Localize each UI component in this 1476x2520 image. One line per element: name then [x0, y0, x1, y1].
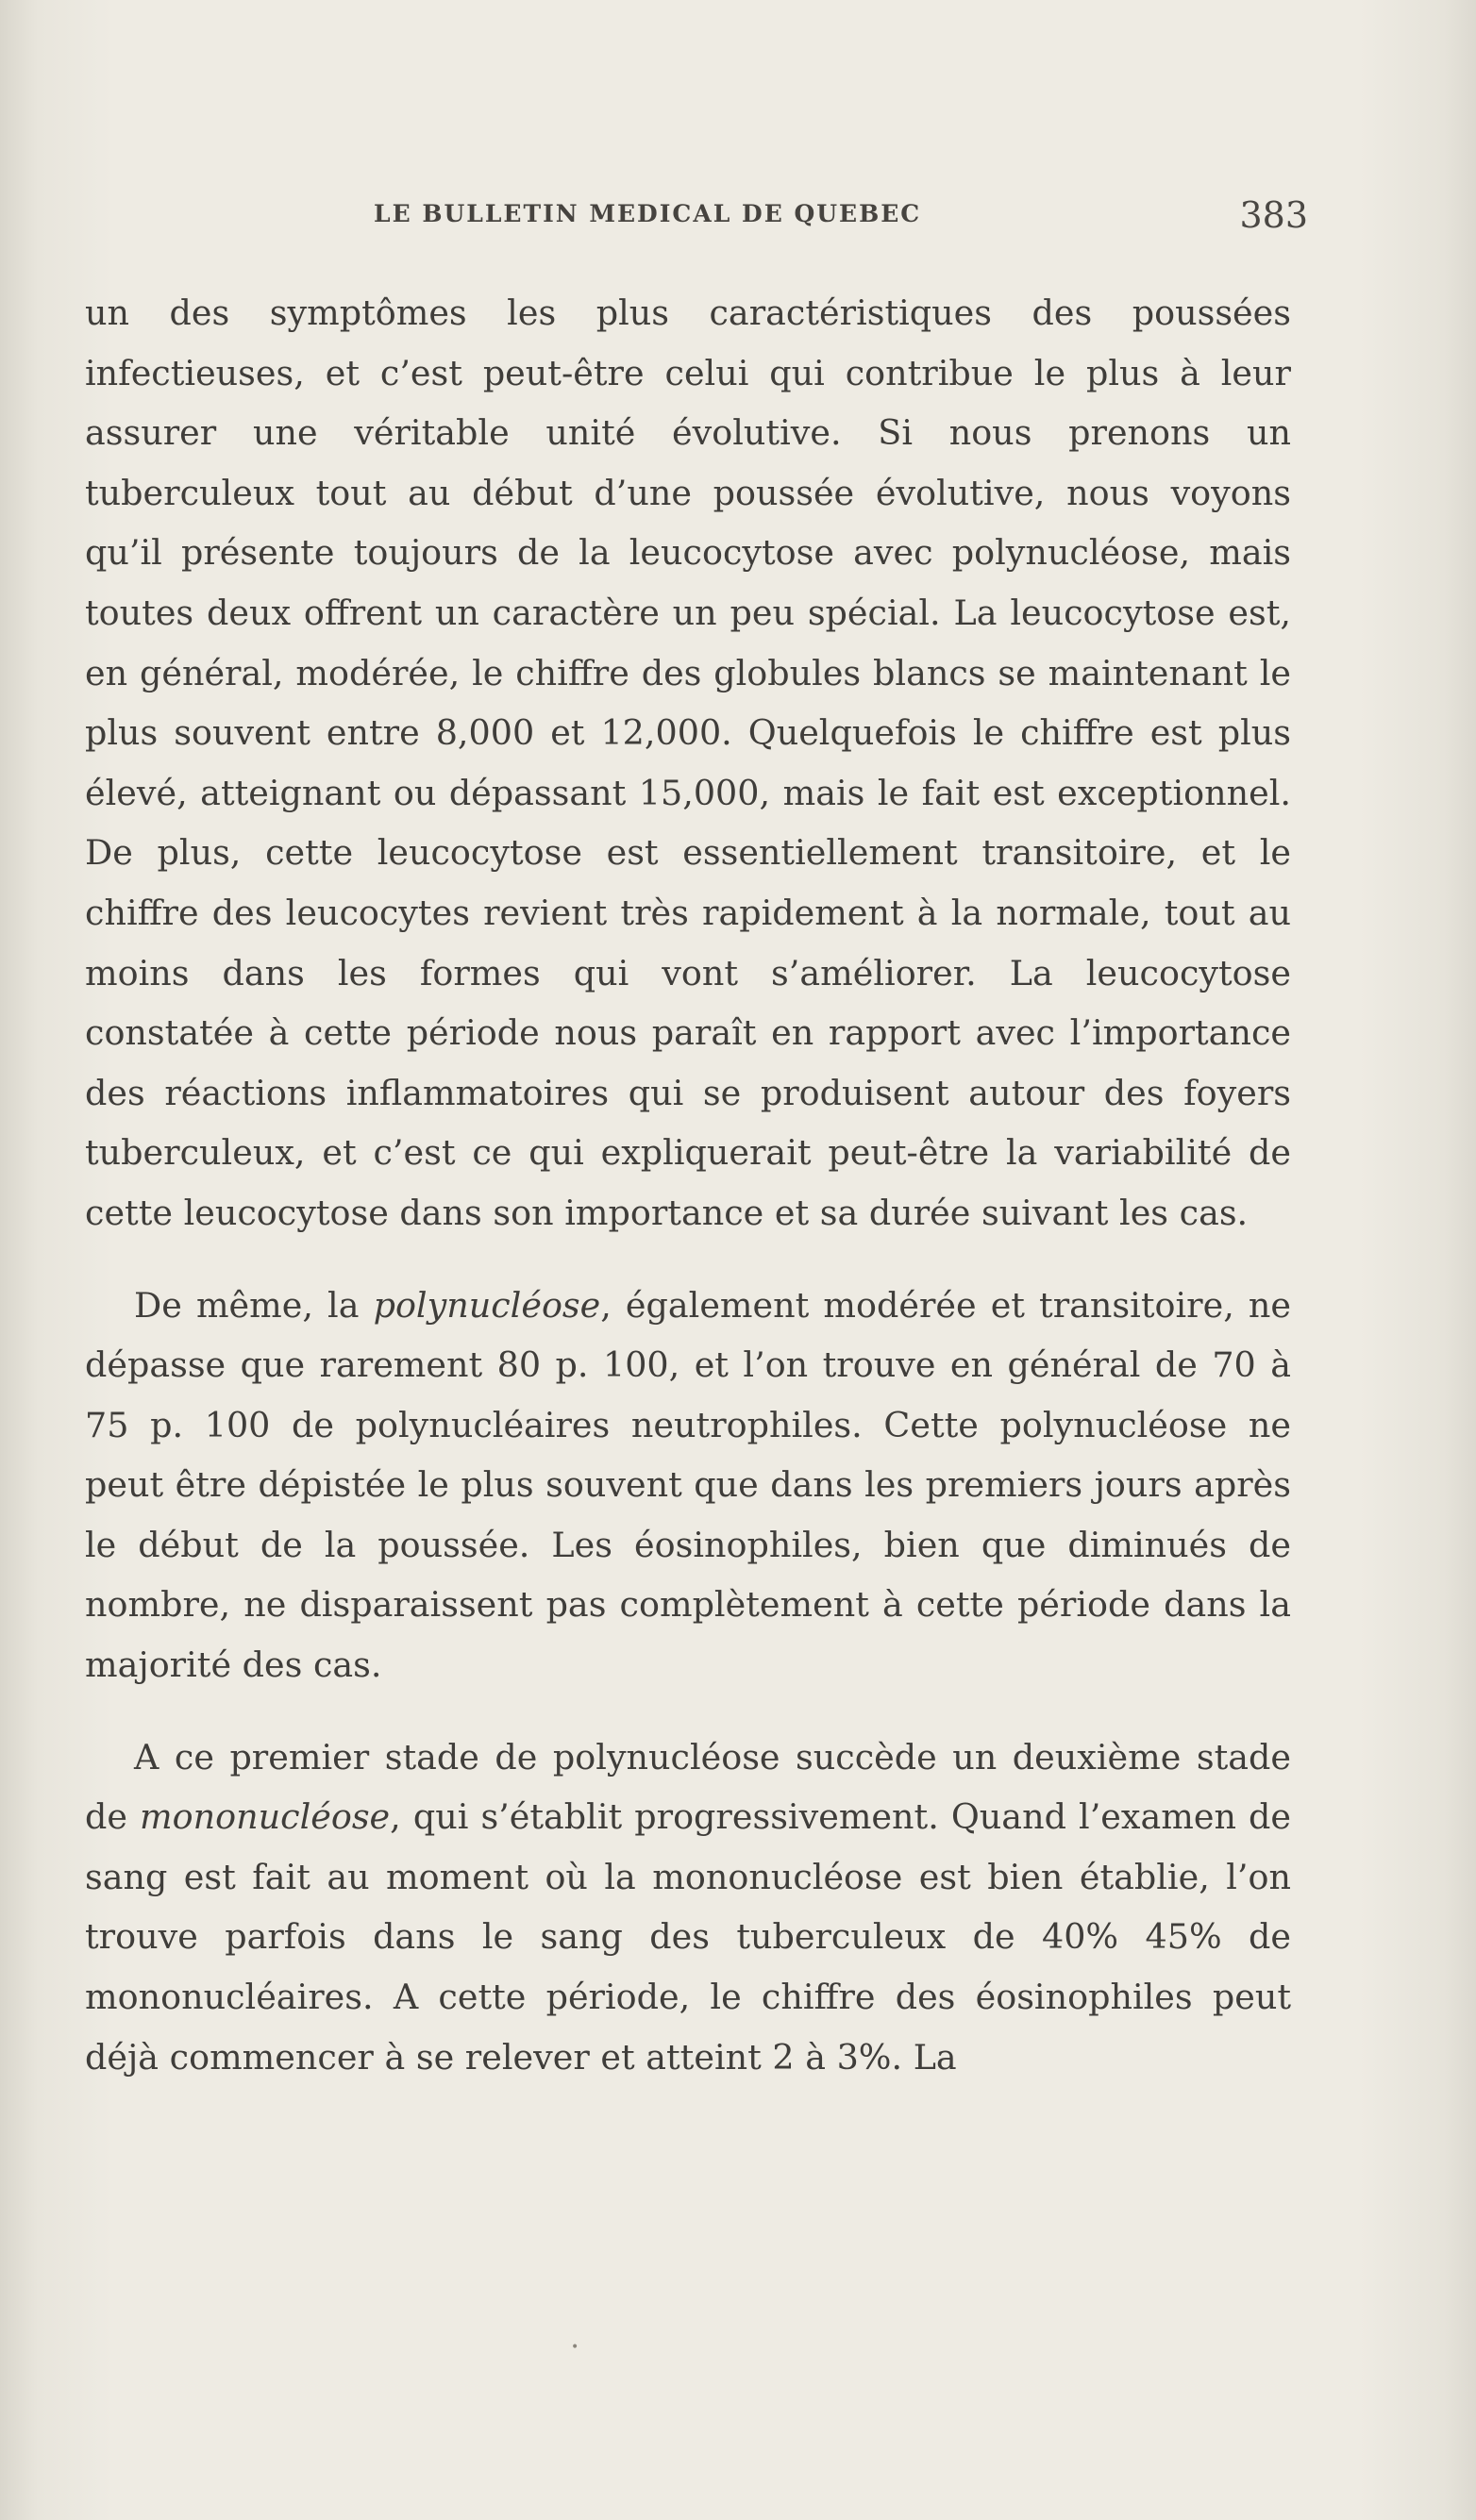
paragraph-text: , qui s’établit progressivement. Quand l’examen de sang est fait au moment où la mononucléose est bien établie, l’on trouve parfois dans le sang des tuberculeux de 40% 45% de mononucléaires. A cette période, le chiffre des éosinophiles peut déjà commencer à se relever et atteint 2 à 3%. La [85, 1796, 1291, 2078]
paragraph-3 [85, 1727, 1291, 2088]
italic-term-polynucleose: polynucléose [373, 1284, 601, 1326]
paragraph-text: A ce premier stade de polynucléose succède un deuxième stade de [85, 1736, 1291, 1838]
paragraph-text: un des symptômes les plus caractéristiques des poussées infectieuses, et c’est peut-être celui qui contribue le plus à leur assurer une véritable unité évolutive. Si nous prenons un tuberculeux tout au début d’une poussée évolutive, nous voyons qu’il présente toujours de la leucocytose avec polynucléose, mais toutes deux offrent un caractère un peu spécial. La leucocytose est, en général, modérée, le chiffre des globules blancs se maintenant le plus souvent entre 8,000 et 12,000. Quelquefois le chiffre est plus élevé, atteignant ou dépassant 15,000, mais le fait est exceptionnel. De plus, cette leucocytose est essentiellement transitoire, et le chiffre des leucocytes revient très rapidement à la normale, tout au moins dans les formes qui vont s’améliorer. La leucocytose constatée à cette période nous paraît en rapport avec l’importance des réactions inflammatoires qui se produisent autour des foyers tuberculeux, et c’est ce qui expliquerait peut-être la variabilité de cette leucocytose dans son importance et sa durée suivant les cas. [85, 292, 1291, 1233]
paragraph-text: De même, la [134, 1284, 374, 1326]
running-title: LE BULLETIN MEDICAL DE QUEBEC [374, 200, 922, 227]
page-header [374, 194, 1308, 242]
paragraph-1 [85, 283, 1291, 1243]
paragraph-2 [85, 1276, 1291, 1695]
page-number: 383 [1239, 194, 1308, 236]
ink-speck: • [571, 2340, 579, 2355]
body-text [85, 283, 1291, 2119]
italic-term-mononucleose: mononucléose [140, 1796, 391, 1838]
paragraph-text: , également modérée et transitoire, ne dépasse que rarement 80 p. 100, et l’on trouve en général de 70 à 75 p. 100 de polynucléaires neutrophiles. Cette polynucléose ne peut être dépistée le plus souvent que dans les premiers jours après le début de la poussée. Les éosinophiles, bien que diminués de nombre, ne disparaissent pas complètement à cette période dans la majorité des cas. [85, 1284, 1291, 1686]
